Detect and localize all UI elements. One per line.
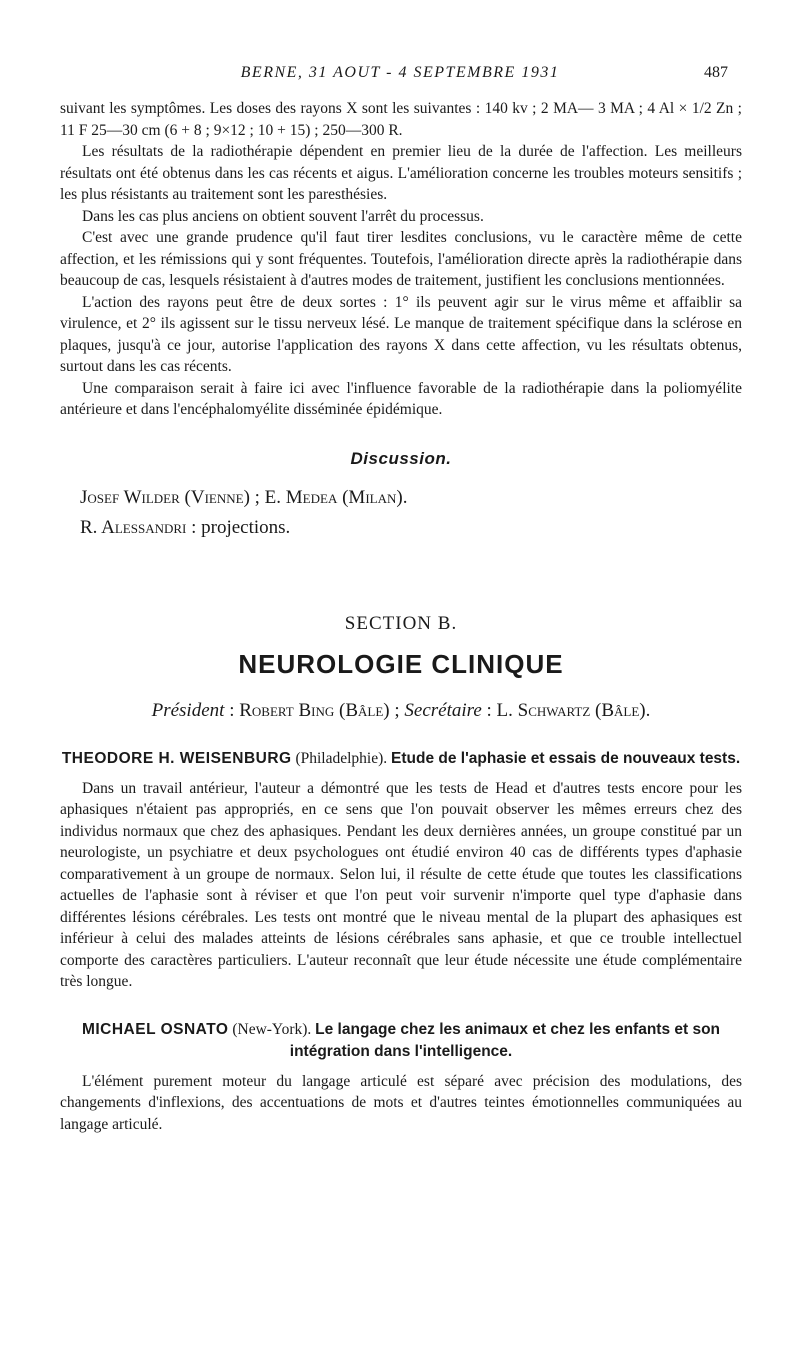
article-author: MICHAEL OSNATO bbox=[81, 1020, 229, 1038]
page-header bbox=[0, 62, 800, 86]
article-title: Etude de l'aphasie et essais de nouveaux tests. bbox=[391, 749, 741, 767]
article-affiliation: (Philadelphie). bbox=[295, 749, 388, 767]
discussion-name: R. Alessandri bbox=[80, 516, 187, 538]
section-officers: Président : Robert Bing (Bâle) ; Secrétaire : L. Schwartz (Bâle). bbox=[151, 699, 651, 721]
article-author: THEODORE H. WEISENBURG bbox=[61, 749, 292, 767]
paragraph: L'action des rayons peut être de deux sortes : 1° ils peuvent agir sur le virus même et affaiblir sa virulence, et 2° ils agissent sur le tissu nerveux lésé. Le manque de traitement spécifique dans la sclérose en plaques, jusqu'à ce jour, autorise l'application des rayons X dans cette affection, vu les résultats obtenus, surtout dans les cas récents. bbox=[60, 293, 742, 375]
page-body bbox=[60, 98, 742, 1135]
article-heading bbox=[60, 748, 742, 770]
paragraph: suivant les symptômes. Les doses des rayons X sont les suivantes : 140 kv ; 2 MA— 3 MA ; 4 Al × 1/2 Zn ; 11 F 25—30 cm (6 + 8 ; 9×12 ; 10 + 15) ; 250—300 R. bbox=[60, 100, 742, 139]
president-name: Robert Bing (Bâle) bbox=[239, 699, 390, 721]
discussion-participants: Josef Wilder (Vienne) ; E. Medea (Milan). bbox=[80, 486, 408, 508]
page-number: 487 bbox=[704, 64, 728, 81]
article-heading bbox=[60, 1019, 742, 1063]
secretary-label: Secrétaire bbox=[404, 699, 482, 721]
article-body: Dans un travail antérieur, l'auteur a démontré que les tests de Head et d'autres tests encore pour les aphasiques n'étaient pas appropriés, en ce sens que l'on pouvait observer les mêmes erreurs chez des individus normaux que chez des aphasiques. Pendant les deux dernières années, un groupe constitué par un neurologiste, un psychiatre et deux psychologues ont étudié environ 40 cas de différents types d'aphasie comparativement à un groupe de normaux. Selon lui, il résulte de cette étude que toutes les classifications actuelles de l'aphasie sont à réviser et que l'on peut voir survenir n'importe quel type d'aphasie dans différentes lésions cérébrales. Les tests ont montré que le niveau mental de la plupart des aphasiques est inférieur à celui des malades atteints de lésions cérébrales sans aphasie, et que ce trouble intellectuel comporte des caractères particuliers. L'auteur reconnaît que leur étude nécessite une étude complémentaire très longue. bbox=[60, 779, 742, 990]
article-title: Le langage chez les animaux et chez les enfants et son intégration dans l'intelligence. bbox=[289, 1020, 721, 1060]
paragraph: Dans les cas plus anciens on obtient souvent l'arrêt du processus. bbox=[82, 207, 484, 225]
section-title: NEUROLOGIE CLINIQUE bbox=[238, 648, 564, 679]
paragraph: Les résultats de la radiothérapie dépendent en premier lieu de la durée de l'affection. Les meilleurs résultats ont été obtenus dans les cas récents et aigus. L'amélioration concerne les troubles moteurs sensitifs ; les plus résistants au traitement sont les paresthésies. bbox=[60, 143, 742, 203]
discussion-heading: Discussion. bbox=[350, 448, 452, 468]
president-label: Président bbox=[151, 699, 225, 721]
secretary-name: L. Schwartz (Bâle). bbox=[496, 699, 651, 721]
discussion-note: : projections. bbox=[186, 516, 291, 538]
article-affiliation: (New-York). bbox=[232, 1020, 312, 1038]
paragraph: Une comparaison serait à faire ici avec l'influence favorable de la radiothérapie dans la poliomyélite antérieure et dans l'encéphalomyélite disséminée épidémique. bbox=[60, 379, 742, 418]
paragraph: C'est avec une grande prudence qu'il faut tirer lesdites conclusions, vu le caractère même de cette affection, et les rémissions qui y sont fréquentes. Toutefois, l'amélioration directe après la radiothérapie dans beaucoup de cas, lesquels résistaient à d'autres modes de traitement, justifient les conclusions mentionnées. bbox=[60, 229, 742, 289]
section-label: SECTION B. bbox=[344, 612, 458, 634]
discussion-projections bbox=[80, 513, 742, 543]
running-title: BERNE, 31 AOUT - 4 SEPTEMBRE 1931 bbox=[240, 64, 560, 81]
article-body: L'élément purement moteur du langage articulé est séparé avec précision des modulations, des changements d'inflexions, des accentuations de mots et d'autres teintes émotionnelles communiquées au langage articulé. bbox=[60, 1072, 742, 1133]
